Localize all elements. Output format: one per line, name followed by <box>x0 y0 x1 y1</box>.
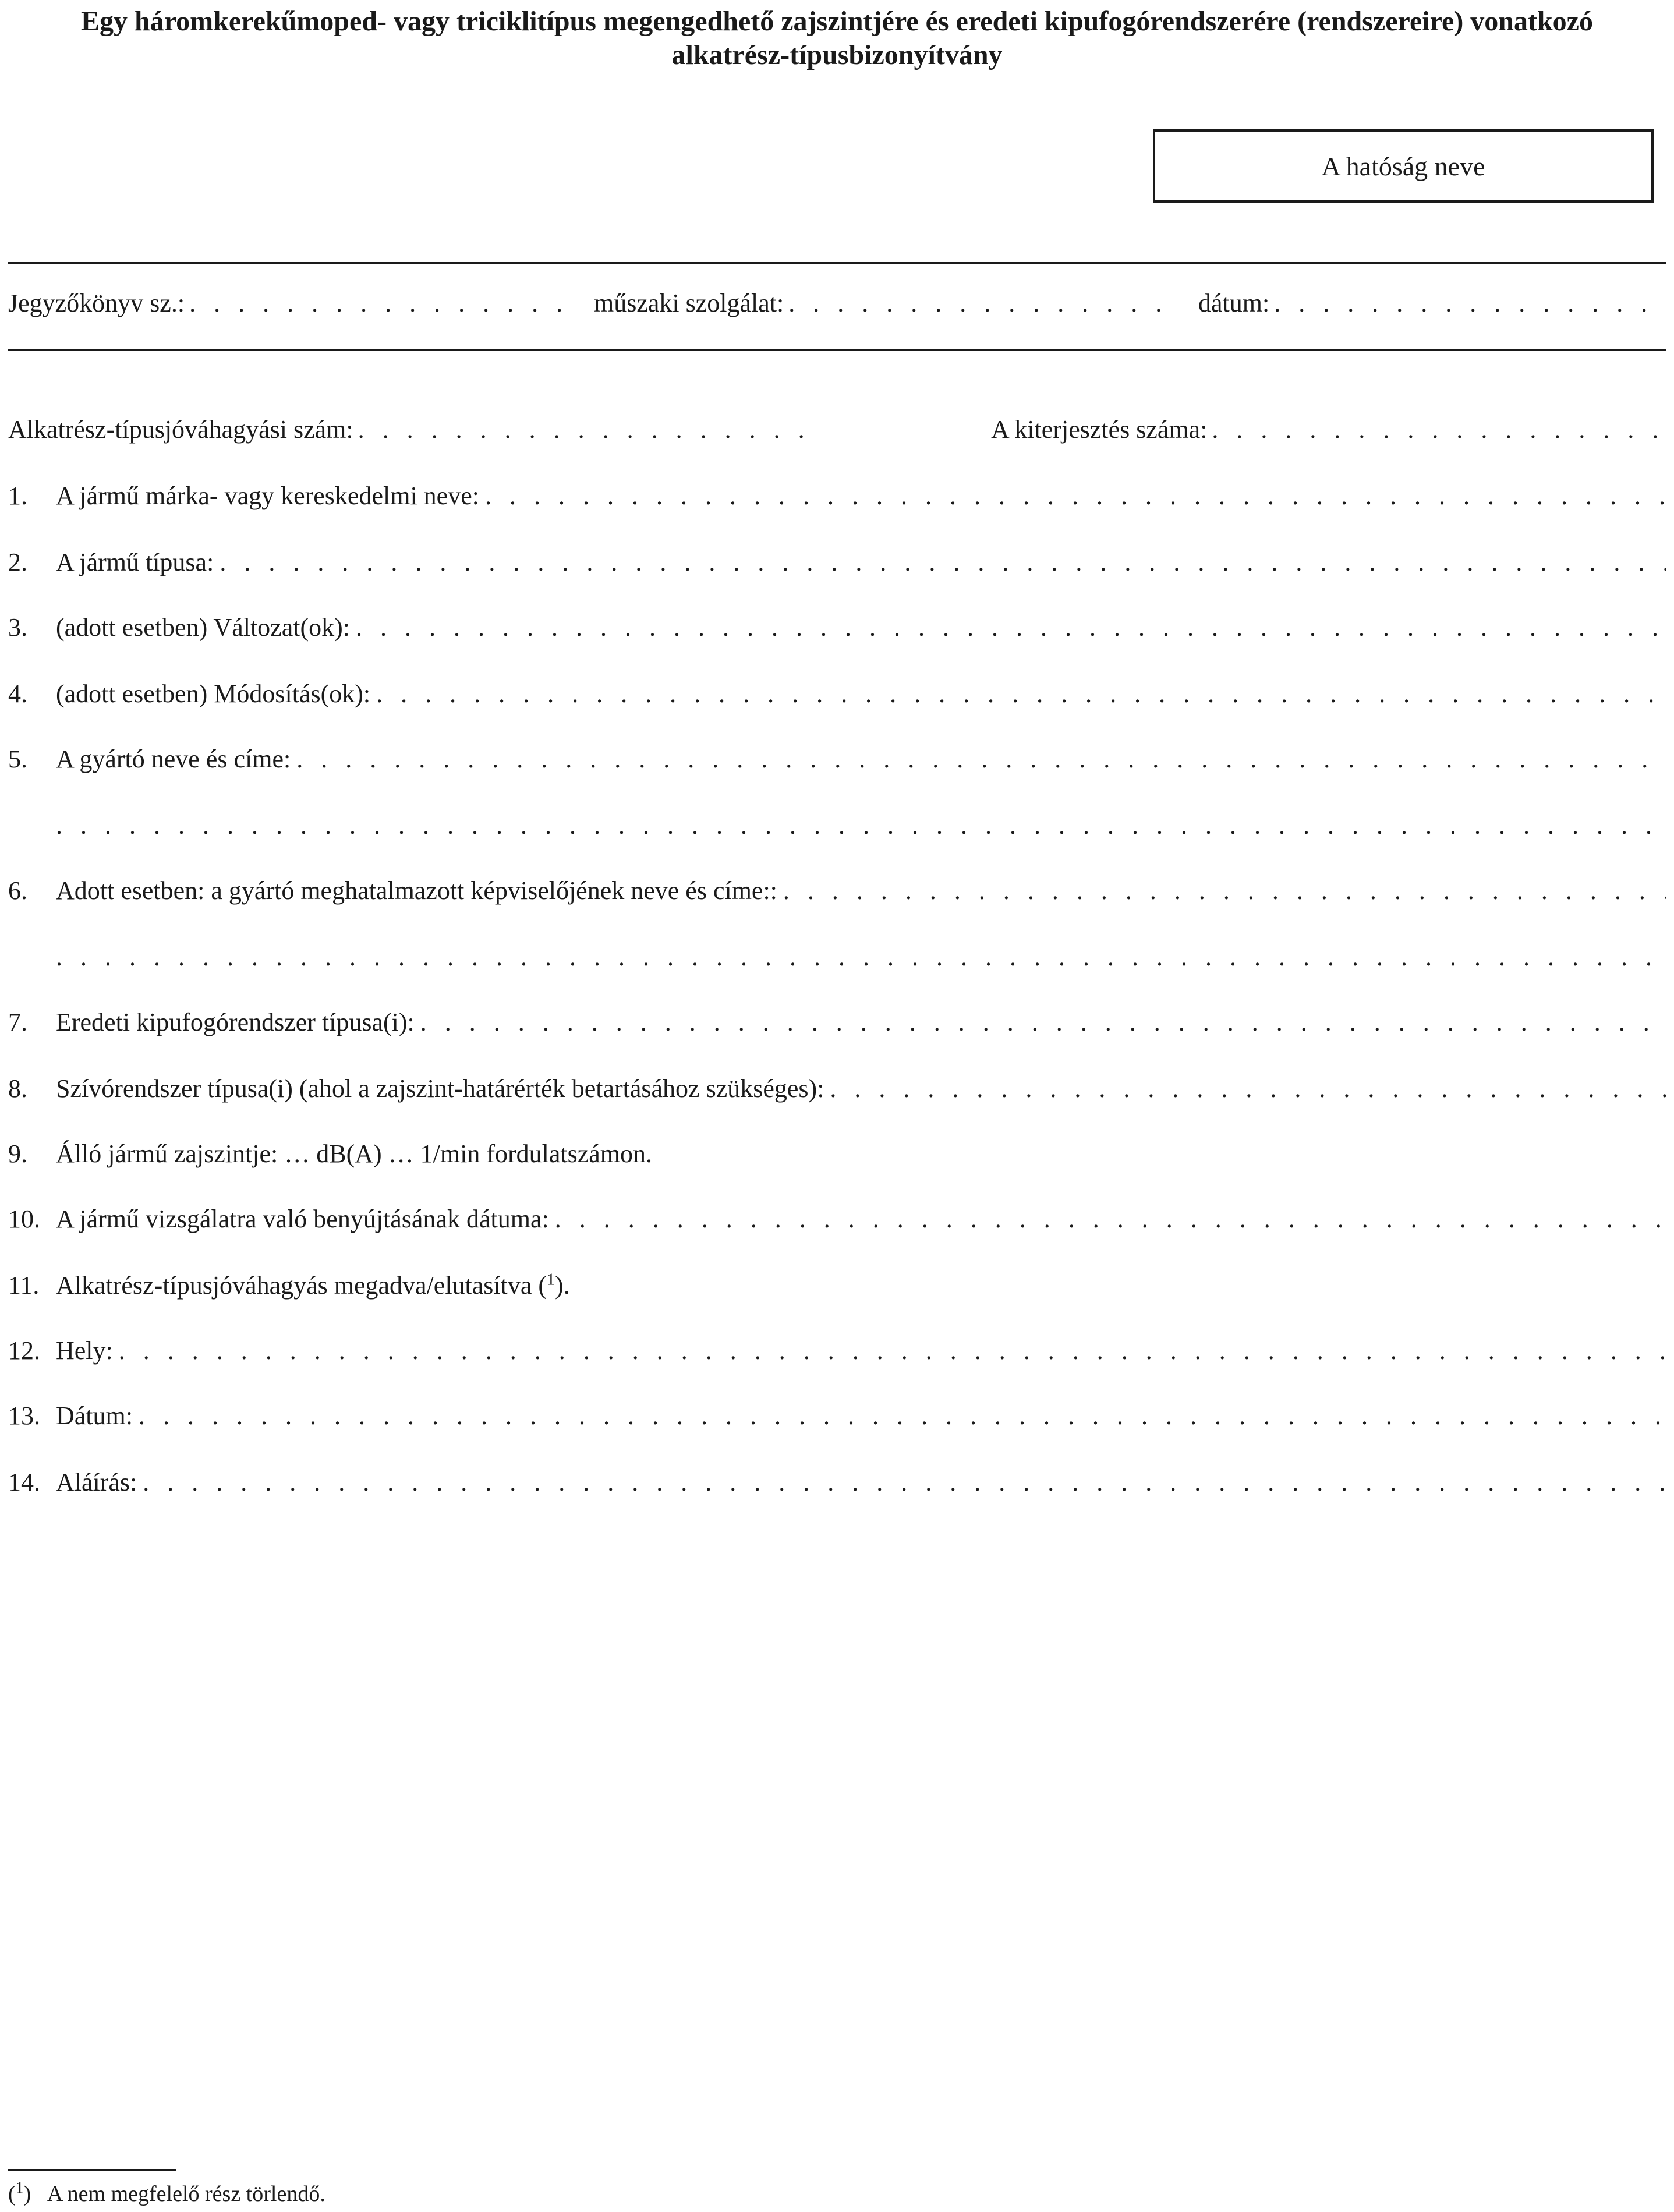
item-blank[interactable] <box>555 1204 1666 1234</box>
item-date[interactable] <box>8 1401 1666 1431</box>
footnote-marker-open: ( <box>8 2182 16 2206</box>
footnote <box>8 2181 325 2207</box>
item-label: Dátum: <box>56 1401 133 1430</box>
item-vehicle-type[interactable] <box>8 547 1666 577</box>
item-blank[interactable] <box>296 744 1666 774</box>
item-representative[interactable] <box>8 876 1666 905</box>
date-blank[interactable] <box>1274 288 1666 318</box>
approval-number-label: Alkatrész-típusjóváhagyási szám: <box>8 415 353 444</box>
item-label: Szívórendszer típusa(i) (ahol a zajszint-határérték betartásához szükséges): <box>56 1074 824 1103</box>
item-blank-continuation[interactable] <box>56 942 1666 972</box>
item-modifications[interactable] <box>8 679 1666 709</box>
item-label: A jármű vizsgálatra való benyújtásának dátuma: <box>56 1205 549 1233</box>
item-label-tail: ). <box>555 1271 570 1300</box>
item-number: 5. <box>8 745 27 773</box>
item-variants[interactable] <box>8 613 1666 642</box>
title-line-1: Egy háromkerekűmoped- vagy triciklitípus megengedhető zajszintjére és eredeti kipufogórendszerére (rendszereire) vonatkozó <box>81 6 1593 37</box>
item-exhaust-system[interactable] <box>8 1007 1666 1037</box>
extension-number-blank[interactable] <box>1212 415 1666 444</box>
item-label: A gyártó neve és címe: <box>56 745 291 773</box>
item-blank[interactable] <box>485 481 1666 511</box>
item-number: 2. <box>8 548 27 576</box>
item-manufacturer-continuation[interactable] <box>56 811 1666 840</box>
item-stationary-noise <box>8 1139 1666 1169</box>
item-blank-continuation[interactable] <box>56 811 1666 840</box>
item-number: 1. <box>8 482 27 510</box>
item-number: 11. <box>8 1271 40 1300</box>
footnote-marker <box>8 2179 31 2206</box>
item-intake-system[interactable] <box>8 1074 1666 1103</box>
item-number: 14. <box>8 1468 40 1496</box>
footnote-reference: 1 <box>547 1270 555 1289</box>
extension-number-field[interactable] <box>991 415 1666 444</box>
item-blank[interactable] <box>139 1401 1666 1431</box>
item-submission-date[interactable] <box>8 1204 1666 1234</box>
document-title <box>0 5 1674 72</box>
item-label: Aláírás: <box>56 1468 137 1496</box>
technical-service-label: műszaki szolgálat: <box>594 289 784 317</box>
item-label: A jármű típusa: <box>56 548 214 576</box>
item-approval-decision <box>8 1270 1666 1300</box>
top-rule <box>8 262 1666 264</box>
item-blank[interactable] <box>356 613 1666 642</box>
item-blank[interactable] <box>376 679 1666 709</box>
item-label: (adott esetben) Változat(ok): <box>56 613 350 642</box>
item-label: Adott esetben: a gyártó meghatalmazott képviselőjének neve és címe:: <box>56 876 777 905</box>
item-number: 8. <box>8 1074 27 1103</box>
footnote-marker-close: ) <box>23 2182 31 2206</box>
item-blank[interactable] <box>220 547 1666 577</box>
item-label-text: Alkatrész-típusjóváhagyás megadva/elutasítva ( <box>56 1271 547 1300</box>
footnote-marker-number: 1 <box>15 2179 24 2197</box>
report-number-label: Jegyzőkönyv sz.: <box>8 289 185 317</box>
approval-number-field[interactable] <box>8 415 812 444</box>
item-number: 9. <box>8 1139 27 1168</box>
item-signature[interactable] <box>8 1467 1666 1497</box>
item-number: 3. <box>8 613 27 642</box>
report-number-blank[interactable] <box>189 288 573 318</box>
report-number-field[interactable] <box>8 288 573 318</box>
extension-number-label: A kiterjesztés száma: <box>991 415 1208 444</box>
authority-name-label: A hatóság neve <box>1321 151 1485 181</box>
item-label <box>56 1270 570 1300</box>
item-place[interactable] <box>8 1336 1666 1365</box>
date-field[interactable] <box>1198 288 1666 318</box>
item-vehicle-make[interactable] <box>8 481 1666 511</box>
footnote-text: A nem megfelelő rész törlendő. <box>47 2182 325 2206</box>
item-representative-continuation[interactable] <box>56 942 1666 972</box>
item-number: 12. <box>8 1336 40 1365</box>
item-blank[interactable] <box>119 1336 1666 1365</box>
item-blank[interactable] <box>830 1074 1666 1103</box>
item-number: 4. <box>8 679 27 708</box>
item-number: 13. <box>8 1401 40 1430</box>
item-label: Eredeti kipufogórendszer típusa(i): <box>56 1008 415 1036</box>
item-number: 10. <box>8 1205 40 1233</box>
header-bottom-rule <box>8 349 1666 351</box>
title-line-2: alkatrész-típusbizonyítvány <box>671 40 1003 70</box>
date-label: dátum: <box>1198 289 1270 317</box>
authority-name-box <box>1153 129 1654 203</box>
item-label: Álló jármű zajszintje: … dB(A) … 1/min fordulatszámon. <box>56 1139 653 1168</box>
footnote-separator <box>8 2169 176 2171</box>
item-label: Hely: <box>56 1336 113 1365</box>
technical-service-blank[interactable] <box>788 288 1176 318</box>
item-blank[interactable] <box>420 1007 1666 1037</box>
item-blank[interactable] <box>783 876 1666 905</box>
technical-service-field[interactable] <box>594 288 1176 318</box>
item-label: (adott esetben) Módosítás(ok): <box>56 679 371 708</box>
item-number: 6. <box>8 876 27 905</box>
approval-number-blank[interactable] <box>358 415 812 444</box>
item-label: A jármű márka- vagy kereskedelmi neve: <box>56 482 479 510</box>
item-manufacturer[interactable] <box>8 744 1666 774</box>
item-number: 7. <box>8 1008 27 1036</box>
item-blank[interactable] <box>143 1467 1666 1497</box>
